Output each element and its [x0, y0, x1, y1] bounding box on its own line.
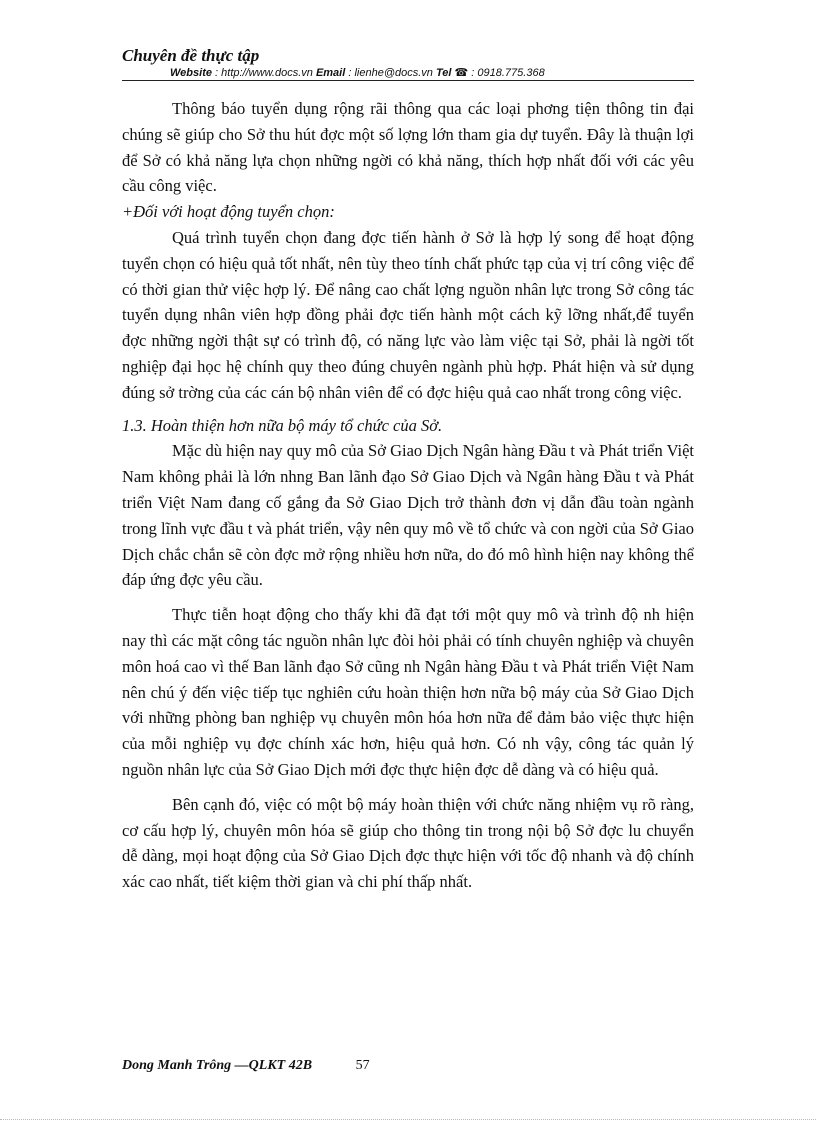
- paragraph-practice: Thực tiễn hoạt động cho thấy khi đã đạt tới một quy mô và trình độ nh hiện nay thì các mặt công tác nguồn nhân lực đòi hỏi phải có tính chuyên nghiệp và chuyên môn hoá cao vì thế Ban lãnh đạo Sở cũng nh Ngân hàng Đầu t và Phát triển Việt Nam nên chú ý đến việc tiếp tục nghiên cứu hoàn thiện hơn nữa bộ máy của Sở Giao Dịch với những phòng ban nghiệp vụ chuyên môn hóa hơn nữa để đảm bảo việc thực hiện của mỗi nghiệp vụ đợc chính xác hơn, hiệu quả hơn. Có nh vậy, công tác quản lý nguồn nhân lực của Sở Giao Dịch mới đợc thực hiện đợc dễ dàng và có hiệu quả.: [122, 605, 694, 779]
- paragraph-selection-process: Quá trình tuyển chọn đang đợc tiến hành ở Sở là hợp lý song để hoạt động tuyển chọn có hiệu quả tốt nhất, nên tùy theo tính chất phức tạp của vị trí công việc để có thời gian thử việc hợp lý. Để nâng cao chất lợng nguồn nhân lực trong Sở công tác tuyển dụng nhân viên hợp đồng phải đợc tiến hành một cách kỹ lỡng nhất,để tuyển đợc những ngời thật sự có trình độ, có năng lực vào làm việc tại Sở, phải là ngời tốt nghiệp đại học hệ chính quy theo đúng chuyên ngành phù hợp. Phát hiện và sử dụng đúng sở trờng của các cán bộ nhân viên để có đợc hiệu quả cao nhất trong công việc.: [122, 227, 694, 402]
- footer-author: Dong Manh Trông —QLKT 42B: [122, 1058, 313, 1073]
- page-header: [122, 46, 694, 80]
- section-heading-1-3: 1.3. Hoàn thiện hơn nữa bộ máy tổ chức của Sở.: [122, 415, 443, 435]
- paragraph-organization-scale: Mặc dù hiện nay quy mô của Sở Giao Dịch Ngân hàng Đầu t và Phát triển Việt Nam không phải là lớn nhng Ban lãnh đạo Sở Giao Dịch và Ngân hàng Đầu t và Phát triển Việt Nam đang cố gắng đa Sở Giao Dịch trở thành đơn vị dẫn đầu toàn ngành trong lĩnh vực đầu t và phát triển, vậy nên quy mô về tổ chức và con ngời của Sở Giao Dịch chắc chắn sẽ còn đợc mở rộng nhiều hơn nữa, do đó mô hình hiện nay không thể đáp ứng đợc yêu cầu.: [122, 441, 694, 590]
- footer-divider: [0, 1119, 816, 1120]
- page-footer: [122, 1058, 694, 1074]
- header-divider: [122, 80, 694, 81]
- tel-value: ☎ : 0918.775.368: [454, 67, 545, 79]
- email-label: Email: [315, 67, 346, 79]
- website-label: Website: [170, 67, 212, 79]
- paragraph-structure-benefits: Bên cạnh đó, việc có một bộ máy hoàn thiện với chức năng nhiệm vụ rõ ràng, cơ cấu hợp lý, chuyên môn hóa sẽ giúp cho thông tin trong nội bộ Sở đợc lu chuyển dễ dàng, mọi hoạt động của Sở Giao Dịch đợc thực hiện với tốc độ nhanh và độ chính xác cao nhất, tiết kiệm thời gian và chi phí thấp nhất.: [122, 794, 694, 892]
- header-title: Chuyên đề thực tập: [122, 46, 260, 65]
- document-body: [122, 96, 694, 895]
- email-link[interactable]: : lienhe@docs.vn: [348, 67, 433, 79]
- tel-label: Tel: [435, 67, 452, 79]
- paragraph-recruitment-notice: Thông báo tuyển dụng rộng rãi thông qua các loại phơng tiện thông tin đại chúng sẽ giúp cho Sở thu hút đợc một số lợng lớn tham gia dự tuyển. Đây là thuận lợi để Sở có khả năng lựa chọn những ngời có khả năng, thích hợp nhất đối với các yêu cầu công việc.: [122, 99, 694, 196]
- subheading-selection: +Đối với hoạt động tuyển chọn:: [122, 202, 335, 222]
- header-contact-line: [170, 66, 694, 80]
- website-link[interactable]: : http://www.docs.vn: [215, 67, 313, 79]
- page-number: 57: [355, 1058, 370, 1073]
